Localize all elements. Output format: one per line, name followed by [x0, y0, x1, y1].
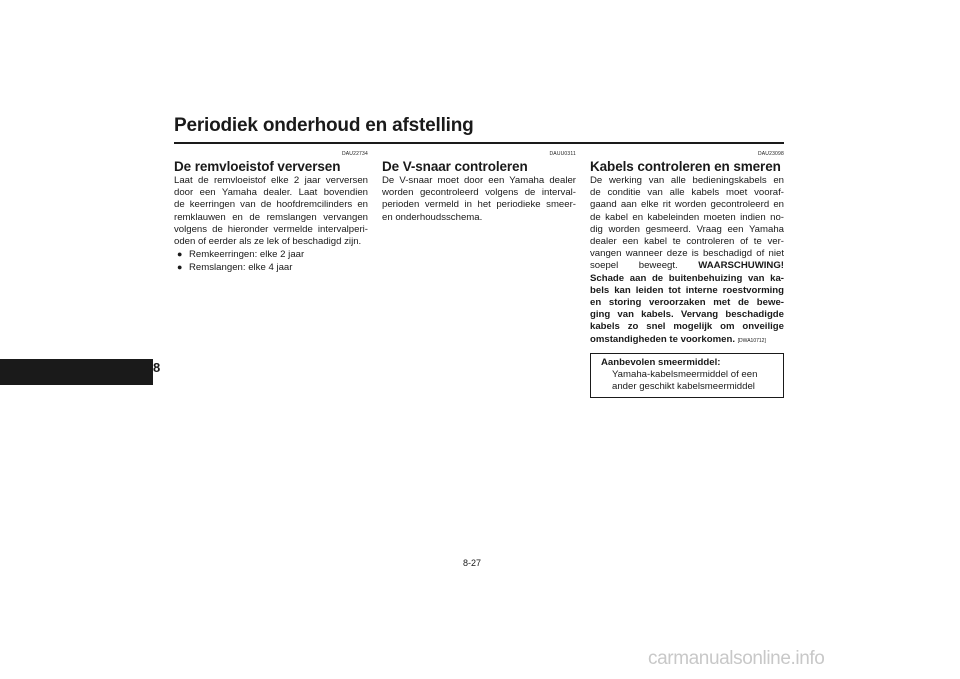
body-text-line: vangen wanneer deze is beschadigd of niet	[590, 248, 784, 260]
body-text-line: gaand aan elke rit worden gecontroleerd en	[590, 199, 784, 211]
note-line: Yamaha-kabelsmeermiddel of een	[612, 368, 758, 380]
warning-text-line: ging van kabels. Vervang beschadigde	[590, 309, 784, 321]
page-number: 8-27	[463, 558, 482, 568]
body-text-line	[590, 260, 784, 272]
section-code: DAU23098	[757, 151, 784, 157]
page-title: Periodiek onderhoud en afstelling	[174, 115, 474, 136]
section-code: DAUU0311	[549, 151, 576, 157]
warning-label: WAARSCHUWING!	[698, 260, 785, 272]
list-item-text: Remkeerringen: elke 2 jaar	[189, 249, 305, 261]
warning-text-line: kabels zo snel mogelijk om onveilige	[590, 321, 784, 333]
body-text-line: Laat de remvloeistof elke 2 jaar verversen	[174, 175, 368, 186]
section-v-belt	[382, 150, 576, 224]
list-item-text: Remslangen: elke 4 jaar	[189, 262, 293, 274]
warning-text: omstandigheden te voorkomen.	[590, 333, 735, 345]
warning-text-line: Schade aan de buitenbehuizing van ka-	[590, 272, 784, 284]
bullet-icon: ●	[177, 262, 183, 273]
chapter-tab	[0, 359, 153, 385]
body-text-line: perioden vermeld in het periodieke smeer-	[382, 199, 576, 211]
bullet-icon: ●	[177, 249, 183, 260]
body-text-line: De werking van alle bedieningskabels en	[590, 175, 784, 186]
body-text-line: de keerringen van de hoofdremcilinders en	[174, 199, 368, 211]
list-item	[174, 261, 368, 274]
body-text-line: worden gecontroleerd volgens de interval-	[382, 187, 576, 199]
list-item	[174, 248, 368, 261]
section-brake-fluid	[174, 150, 368, 275]
section-cables	[590, 150, 784, 398]
section-code: DAU22734	[341, 151, 368, 157]
lubricant-note-box	[590, 353, 784, 398]
section-heading: De remvloeistof verversen	[174, 159, 341, 174]
body-text: soepel beweegt.	[590, 260, 678, 272]
watermark: carmanualsonline.info	[648, 648, 825, 669]
title-divider	[174, 142, 784, 144]
note-line: ander geschikt kabelsmeermiddel	[612, 380, 755, 392]
body-text-line: en onderhoudsschema.	[382, 211, 483, 223]
warning-text-line: en storing veroorzaken met de bewe-	[590, 297, 784, 309]
warning-text-line	[590, 334, 784, 347]
body-text-line: remklauwen en de remslangen vervangen	[174, 211, 368, 223]
note-title: Aanbevolen smeermiddel:	[601, 356, 721, 368]
body-text-line: volgens de hieronder vermelde intervalperi-	[174, 223, 368, 235]
body-text-line: de conditie van alle kabels moet vooraf-	[590, 187, 784, 199]
body-text-line: oden of eerder als ze lek of beschadigd zijn.	[174, 236, 362, 248]
warning-text-line: bels kan leiden tot interne roestvorming	[590, 284, 784, 296]
body-text-line: door een Yamaha dealer. Laat bovendien	[174, 187, 368, 199]
section-heading: De V-snaar controleren	[382, 159, 528, 174]
body-text-line: dealer een kabel te controleren of te ver-	[590, 236, 784, 248]
body-text-line: De V-snaar moet door een Yamaha dealer	[382, 175, 576, 186]
body-text-line: de kabel en kabeleinden moeten indien no-	[590, 211, 784, 223]
warning-code: [DWA10712]	[737, 337, 766, 344]
chapter-number: 8	[153, 360, 161, 375]
section-heading: Kabels controleren en smeren	[590, 159, 781, 174]
body-text-line: dig worden gesmeerd. Vraag een Yamaha	[590, 223, 784, 235]
